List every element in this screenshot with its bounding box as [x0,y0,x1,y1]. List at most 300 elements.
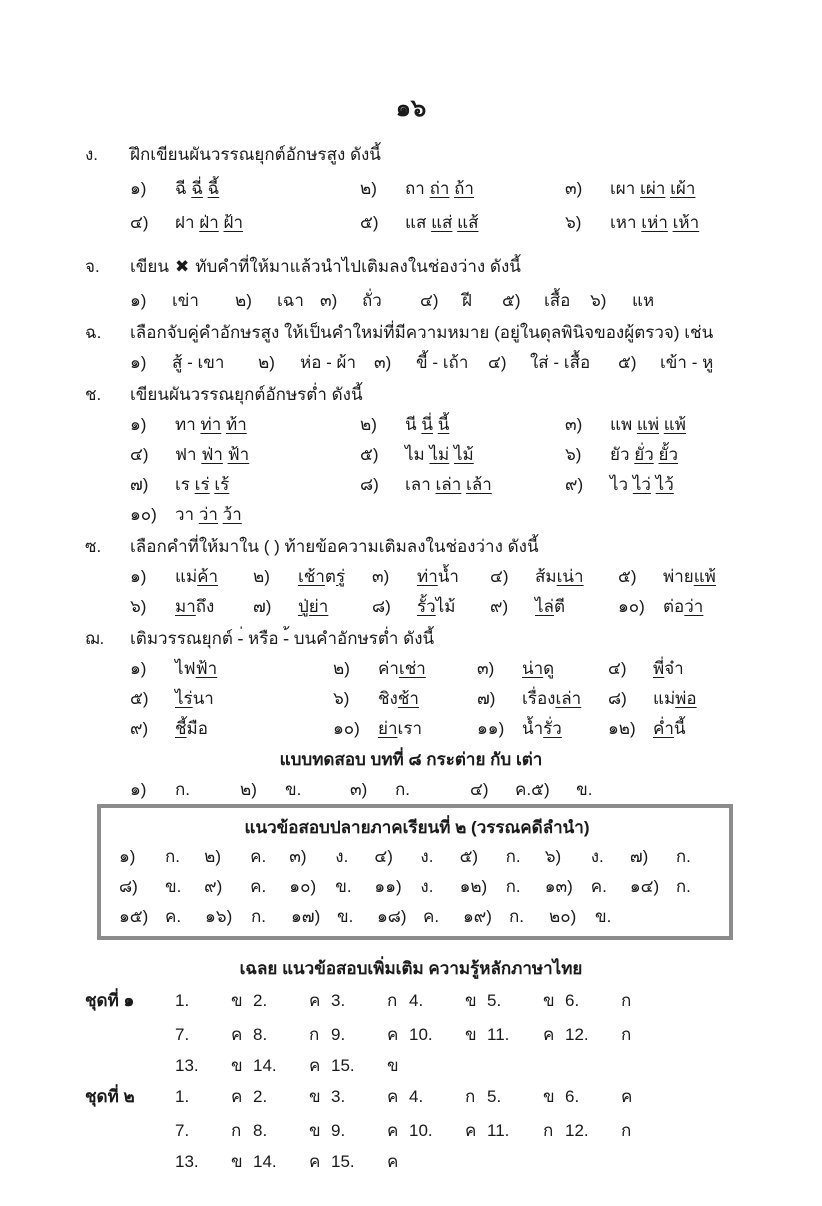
answer-pair [289,842,374,872]
answer-letter: ง. [420,877,434,896]
exercise-item [130,592,253,622]
item-text [535,597,565,616]
exercise-item [565,470,782,500]
answer-letter: ข. [576,780,593,799]
exercise-item [608,714,782,744]
item-text [417,567,459,586]
item-word: ยั่ว [634,445,654,464]
item-text [362,291,382,310]
item-text [300,353,356,372]
answer-pair [175,984,253,1018]
item-word: แพ [610,415,637,434]
item-word: ไว่ [632,475,651,494]
answer-pair [331,1052,409,1080]
item-word: ค้า [197,567,219,586]
answer-number: ๑๒) [459,877,488,896]
answer-number: 13. [175,1152,199,1171]
answer-letter: ข [231,991,243,1010]
item-word: เห่า [641,213,668,232]
exercise-item [130,206,360,240]
answer-pair [331,1018,409,1052]
item-number: ๒) [333,659,350,678]
exercise-item [372,562,490,592]
item-word: เล่า [435,475,462,494]
item-word: มา [175,597,196,616]
item-word: ขี้ - เถ้า [416,353,469,372]
answer-letter: ก. [175,780,191,799]
answer-number: 15. [331,1056,355,1075]
answer-letter: ข. [337,907,354,926]
item-word: ท่า [200,415,222,434]
item-text [610,475,674,494]
item-text [610,213,699,232]
item-word: ฟ่า [201,445,223,464]
exercise-item [502,284,590,318]
answer-number: 13. [175,1056,199,1075]
answer-pair [630,842,715,872]
item-word: เสื้อ [544,291,571,310]
answer-letter: ก [621,991,632,1010]
item-word: นา [192,689,214,708]
answer-letter: ค [387,1152,399,1171]
section-chor-chang [0,380,822,530]
answer-number: 7. [175,1121,190,1140]
answer-number: ๓) [350,780,368,799]
item-word: ใส่ - เสื้อ [530,353,591,372]
item-text [175,179,219,198]
answer-pair [409,984,487,1018]
item-word: เล่า [555,689,582,708]
answer-letter: ค [309,1152,321,1171]
answer-letter: ข [231,1152,243,1171]
section-label: ง. [85,145,99,164]
answer-pair [460,842,545,872]
section-heading [85,138,782,172]
item-text [610,179,695,198]
item-word: ไฟ [175,659,196,678]
item-text [462,291,472,310]
exercise-item [333,714,477,744]
answer-number: ๑๕) [119,907,149,926]
exercise-item [333,654,477,684]
answer-number: ๔) [470,780,489,799]
answer-pair [487,1080,565,1114]
answer-number: 8. [253,1025,268,1044]
exercise-item [130,284,235,318]
answer-letter: ข [387,1056,399,1075]
answer-number: ๑๔) [629,877,660,896]
exercise-item [130,348,258,378]
answer-letter: ก [621,1025,632,1044]
item-number: ๒) [258,353,275,372]
answer-number: ๒๐) [549,907,577,926]
item-text [175,475,229,494]
item-word: ไร่ [175,689,193,708]
item-word: ชี้ [175,719,187,738]
answer-number: 9. [331,1025,346,1044]
items-grid [130,654,782,744]
exercise-item [565,410,782,440]
item-text [405,445,474,464]
answer-pair [331,1080,409,1114]
answer-number: 14. [253,1056,277,1075]
item-word: นี [405,415,422,434]
answer-letter: ก. [505,877,521,896]
item-text [175,659,217,678]
exercise-item [618,592,782,622]
item-text [277,291,304,310]
item-number: ๑๑) [477,719,505,738]
item-word: แม่ [653,689,676,708]
answer-number: ๗) [629,847,649,866]
item-text [417,597,455,616]
item-number: ๘) [608,689,627,708]
item-text [522,689,581,708]
item-number: ๑) [130,415,147,434]
item-text [405,475,492,494]
answer-number: ๒) [240,780,257,799]
section-heading [85,624,782,654]
item-text [653,659,684,678]
answer-pair [331,984,409,1018]
item-word: เข้า - หู [660,353,714,372]
answer-number: 11. [487,1025,510,1044]
item-word: ฟา [175,445,202,464]
answer-pair [549,902,635,932]
x-mark-icon: ✖ [175,257,190,276]
answer-letter: ค [231,1025,243,1044]
item-word: เรื่อง [522,689,556,708]
item-word: ถา [405,179,430,198]
item-text [298,597,328,616]
answer-letter: ก. [395,780,411,799]
item-text [175,719,208,738]
answer-number: 8. [253,1121,268,1140]
answer-pair [409,1080,487,1114]
answer-number: 3. [331,1087,346,1106]
item-word: เลา [405,475,436,494]
exercise-item [130,440,360,470]
answer-letter: ก. [505,847,521,866]
answer-pair [374,842,459,872]
answer-number: 10. [409,1025,433,1044]
items-grid [130,562,782,622]
item-text [663,597,703,616]
answer-pair [253,1080,331,1114]
item-word: ฉี่ [191,179,203,198]
exercise-item [374,348,488,378]
answer-pair [253,1114,331,1148]
item-word: รู่ [335,567,346,586]
answer-letter: ข [309,1087,321,1106]
answer-letter: ข. [595,907,612,926]
answer-number: 11. [487,1121,510,1140]
exam-answer-box [97,804,733,940]
item-word: ไม่ [429,445,450,464]
exercise-item [490,592,618,622]
answer-letter: ก [387,991,398,1010]
answer-letter: ค. [250,847,267,866]
exercise-item [333,684,477,714]
answer-letter: ก [309,1025,320,1044]
item-word: ฝา [175,213,200,232]
item-word: ว่า [684,597,704,616]
answer-letter: ก [465,1087,476,1106]
exercise-item [618,562,782,592]
exercise-item [130,172,360,206]
item-word: แพ้ [693,567,716,586]
section-heading [85,532,782,562]
item-word: ฉี้ [207,179,220,198]
answer-pair [565,1114,643,1148]
answer-pair [175,1114,253,1148]
answer-letter: ก. [165,847,181,866]
item-word: ยั้ว [658,445,678,464]
items-grid [130,348,782,378]
answer-pair [545,842,630,872]
answer-number: 5. [487,1087,502,1106]
items-grid [130,172,782,240]
item-word: เผ่า [640,179,666,198]
item-text [535,567,584,586]
answer-set-row [85,1148,822,1176]
answer-pair [545,872,630,902]
set-answers [175,1080,643,1114]
answer-pair [470,776,531,804]
answer-pair [240,776,350,804]
item-word: แส้ [457,213,479,232]
item-word: แพ้ [663,415,686,434]
section-so-so [0,532,822,622]
item-word: ปู่ย่า [298,597,329,616]
item-word: ห่อ - ผ้า [300,353,357,372]
page-number: ๑๖ [395,95,427,122]
set-label-spacer [85,1114,175,1148]
item-number: ๑๐) [333,719,360,738]
answer-letter: ค. [590,877,607,896]
item-number: ๒) [253,567,270,586]
item-word: รั้ว [417,597,436,616]
item-word: เฉา [277,291,304,310]
item-number: ๙) [565,475,584,494]
answer-set-row [85,984,822,1018]
answer-number: ๖) [544,847,562,866]
item-word: ไม้ [453,445,474,464]
item-word: ถั่ว [362,291,382,310]
section-title [130,250,782,284]
exercise-item [130,470,360,500]
item-text [175,597,214,616]
item-word: เข่า [172,291,199,310]
item-word: ว้า [222,505,242,524]
answer-letter: ค [387,1087,399,1106]
item-word: น้ำ [522,719,544,738]
item-word: เรา [397,719,423,738]
answer-pair [374,872,459,902]
title-prefix: เขียน [130,257,170,276]
section-heading [85,250,782,284]
item-word: พี่ [653,659,665,678]
answer-letter: ง. [420,847,434,866]
answer-pair [463,902,549,932]
answer-pair [565,984,643,1018]
item-text [378,689,419,708]
answer-number: 15. [331,1152,355,1171]
item-number: ๕) [618,353,637,372]
answer-set-row [85,1114,822,1148]
answer-number: ๑๖) [205,907,233,926]
item-text [378,659,426,678]
section-cho-cher [0,624,822,744]
answer-letter: ค. [165,907,182,926]
item-word: เร้ [214,475,230,494]
answer-letter: ก [621,1121,632,1140]
answer-number: 1. [175,1087,190,1106]
answer-set-2 [0,1080,822,1176]
exercise-item [608,654,782,684]
answer-number: 12. [565,1025,589,1044]
set-label-spacer [85,1018,175,1052]
set-label-spacer [85,1052,175,1080]
exercise-item [360,470,565,500]
answer-pair [331,1148,409,1176]
section-label: จ. [85,257,100,276]
set-answers [175,984,643,1018]
item-word: เน่า [556,567,584,586]
item-word: ฟ้า [195,659,218,678]
answer-letter: ข [543,1087,555,1106]
item-number: ๔) [490,567,509,586]
answer-letter: ก [231,1121,242,1140]
answer-number: ๑๗) [291,907,321,926]
item-number: ๑) [130,567,147,586]
answer-pair [175,1018,253,1052]
answer-pair [409,1018,487,1052]
answer-number: 5. [487,991,502,1010]
answer-number: 9. [331,1121,346,1140]
item-word: แส [405,213,432,232]
answer-letter: ก [543,1121,554,1140]
item-word: วา [175,505,199,524]
item-number: ๒) [235,291,252,310]
answer-number: ๑๘) [377,907,407,926]
answer-letter: ก. [675,847,691,866]
item-word: มือ [186,719,208,738]
answer-number: ๑) [130,780,147,799]
exercise-item [420,284,502,318]
exercise-item [590,284,782,318]
exercise-item [372,592,490,622]
item-word: นี้ [673,719,686,738]
item-text [653,689,697,708]
answer-pair [253,1052,331,1080]
item-text [405,213,478,232]
item-word: เหา [610,213,642,232]
answer-letter: ก. [251,907,267,926]
item-word: ย่า [378,719,398,738]
item-word: ดู [543,659,555,678]
answer-pair [531,776,592,804]
answer-number: 6. [565,1087,580,1106]
item-number: ๔) [420,291,439,310]
answer-pair [487,1114,565,1148]
item-number: ๒) [360,415,377,434]
section-title: เติมวรรณยุกต์ -่ หรือ -้ บนคำอักษรต่ำ ดังนี้ [130,629,435,648]
item-number: ๖) [590,291,607,310]
item-word: แม่ [175,567,198,586]
item-number: ๘) [360,475,379,494]
item-word: เช้า [298,567,325,586]
item-number: ๕) [130,689,149,708]
answer-letter: ค [387,1025,399,1044]
answer-letter: ง. [590,847,604,866]
set-answers [175,1052,409,1080]
answer-number: ๑๓) [544,877,573,896]
test-answers-row [0,776,822,804]
section-heading [85,318,782,348]
item-word: จ๋า [664,659,684,678]
set-answers [175,1114,643,1148]
section-title: เลือกคำที่ให้มาใน ( ) ท้ายข้อความเติมลงในช่องว่าง ดังนี้ [130,537,539,556]
item-number: ๔) [130,445,149,464]
exam-answers-row [119,872,715,902]
answer-pair [130,776,240,804]
item-word: พ่าย [663,567,694,586]
item-word: ว่า [198,505,218,524]
exercise-item [565,206,782,240]
item-word: รั่ว [543,719,562,738]
item-word: ฝ่า [199,213,219,232]
item-word: ไม [405,445,430,464]
exercise-item [360,172,565,206]
answer-number: 4. [409,991,424,1010]
answer-pair [377,902,463,932]
item-word: ฉี [175,179,192,198]
item-word: น้ำ [437,567,459,586]
answer-letter: ง. [335,847,349,866]
items-grid [130,284,782,318]
section-cho-ching [0,318,822,378]
exercise-item [235,284,320,318]
answer-letter: ข [465,991,477,1010]
item-text [175,213,243,232]
item-word: เช่า [398,659,426,678]
answer-pair [205,902,291,932]
answer-number: ๓) [289,847,307,866]
answer-letter: ข [543,991,555,1010]
exercise-item [360,410,565,440]
section-label: ช. [85,385,102,404]
item-number: ๕) [360,213,379,232]
item-text [610,415,686,434]
answer-pair [175,1052,253,1080]
answer-letter: ค. [515,780,532,799]
section-label: ฉ. [85,323,102,342]
answer-pair [291,902,377,932]
set-answers [175,1018,643,1052]
exam-answers-row [119,842,715,872]
item-number: ๓) [320,291,338,310]
item-word: ท้า [225,415,247,434]
item-word: ตี [553,597,566,616]
item-number: ๓) [477,659,495,678]
item-number: ๑๒) [608,719,636,738]
answer-pair [253,984,331,1018]
item-word: ไว [610,475,633,494]
exercise-item [320,284,420,318]
section-label: ฌ. [85,629,105,648]
item-text [522,659,554,678]
